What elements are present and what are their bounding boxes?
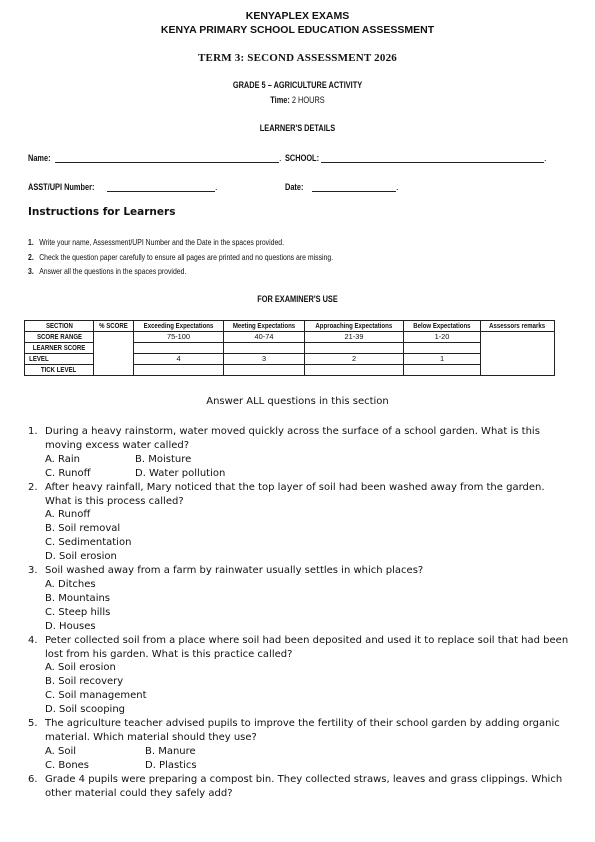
question-number: 4. (28, 634, 38, 646)
answer-option[interactable]: C. Runoff (45, 467, 91, 479)
answer-option[interactable]: D. Soil erosion (45, 551, 117, 563)
date-line-end: . (396, 182, 399, 192)
question-item (24, 717, 570, 773)
option-row (45, 620, 570, 634)
school-label: SCHOOL: (285, 153, 320, 163)
answer-option[interactable]: D. Plastics (145, 759, 197, 771)
question-number: 1. (28, 426, 38, 437)
table-header: SECTION (25, 321, 94, 332)
table-cell: 1-20 (404, 332, 481, 343)
instruction-text: Write your name, Assessment/UPI Number and the Date in the spaces provided. (39, 237, 285, 247)
table-cell: 4 (133, 354, 223, 365)
question-text: The agriculture teacher advised pupils to improve the fertility of their school garden by adding organic material. Which material should they use? (45, 718, 560, 743)
percent-score-cell[interactable] (94, 332, 134, 376)
instruction-text: Check the question paper carefully to ensure all pages are printed and no questions are missing. (39, 252, 334, 262)
option-row (45, 745, 570, 759)
answer-option[interactable]: B. Moisture (135, 453, 192, 465)
question-text: During a heavy rainstorm, water moved quickly across the surface of a school garden. What is this moving excess water called? (45, 426, 540, 451)
row-label: SCORE RANGE (25, 332, 94, 343)
answer-option[interactable]: C. Sedimentation (45, 537, 132, 549)
answer-option[interactable]: C. Steep hills (45, 606, 111, 618)
answer-option[interactable]: D. Water pollution (135, 467, 226, 479)
table-cell: 21-39 (305, 332, 404, 343)
asst-line-end: . (215, 182, 218, 192)
question-text: Peter collected soil from a place where soil had been deposited and used it to replace soil that had been lost from his garden. What is this practice called? (45, 634, 569, 660)
answer-option[interactable]: D. Houses (45, 620, 96, 632)
question-number: 3. (28, 565, 38, 577)
option-row (45, 675, 570, 689)
instruction-item (28, 237, 284, 247)
table-header: Below Expectations (404, 321, 481, 332)
learner-details-heading: LEARNER'S DETAILS (259, 123, 336, 133)
school-line-end: . (544, 153, 547, 163)
examiner-use-heading: FOR EXAMINER'S USE (257, 294, 338, 304)
answer-option[interactable]: B. Manure (145, 745, 196, 757)
question-item (24, 481, 570, 564)
table-cell: 1 (404, 354, 481, 365)
question-text: Grade 4 pupils were preparing a compost bin. They collected straws, leaves and grass clippings. Which other material could they safely add? (45, 773, 563, 799)
table-header: Exceeding Expectations (133, 321, 223, 332)
name-field[interactable] (28, 153, 56, 163)
answer-option[interactable]: A. Soil erosion (45, 662, 116, 674)
question-item (24, 634, 570, 717)
asst-label: ASST/UPI Number: (28, 182, 95, 192)
table-header: % SCORE (94, 321, 134, 332)
option-row (45, 759, 570, 773)
instructions-title: Instructions for Learners (28, 206, 176, 218)
option-row (45, 536, 570, 550)
answer-option[interactable]: A. Rain (45, 453, 80, 465)
question-text: After heavy rainfall, Mary noticed that the top layer of soil had been washed away from the garden. What is this process called? (45, 481, 545, 507)
table-cell: 3 (224, 354, 305, 365)
time-value: 2 HOURS (291, 95, 325, 105)
term-title: TERM 3: SECOND ASSESSMENT 2026 (198, 52, 397, 64)
option-row (45, 453, 570, 467)
answer-option[interactable]: C. Soil management (45, 690, 147, 702)
option-row (45, 550, 570, 564)
question-item (24, 564, 570, 634)
answer-option[interactable]: A. Ditches (45, 578, 96, 590)
exam-time (54, 95, 542, 105)
asst-line[interactable] (107, 182, 215, 192)
table-cell[interactable] (133, 343, 223, 354)
asst-field[interactable] (28, 182, 109, 192)
table-cell: 2 (305, 354, 404, 365)
option-row (45, 703, 570, 717)
school-line[interactable] (321, 153, 544, 163)
answer-option[interactable]: B. Soil recovery (45, 676, 124, 688)
answer-option[interactable]: A. Runoff (45, 509, 91, 521)
name-line-end: . (279, 153, 282, 163)
table-row (25, 332, 555, 343)
instruction-text: Answer all the questions in the spaces provided. (39, 266, 187, 276)
time-label: Time: (270, 95, 290, 105)
table-cell[interactable] (224, 343, 305, 354)
instruction-number: 3. (28, 266, 34, 276)
answer-option[interactable]: D. Soil scooping (45, 704, 126, 716)
table-cell[interactable] (404, 365, 481, 376)
option-row (45, 689, 570, 703)
table-cell[interactable] (224, 365, 305, 376)
section-instruction: Answer ALL questions in this section (206, 396, 389, 407)
option-row (45, 522, 570, 536)
row-label: LEARNER SCORE (25, 343, 94, 354)
row-label: TICK LEVEL (25, 365, 94, 376)
row-label: LEVEL (25, 354, 94, 365)
assessment-title: KENYA PRIMARY SCHOOL EDUCATION ASSESSMENT (160, 24, 435, 36)
answer-option[interactable]: A. Soil (45, 745, 77, 757)
answer-option[interactable]: C. Bones (45, 759, 90, 771)
table-header-row (25, 321, 555, 332)
option-row (45, 578, 570, 592)
option-row (45, 467, 570, 481)
table-cell[interactable] (133, 365, 223, 376)
name-line[interactable] (55, 153, 279, 163)
instruction-number: 2. (28, 252, 34, 262)
table-cell[interactable] (305, 365, 404, 376)
question-text: Soil washed away from a farm by rainwater usually settles in which places? (45, 565, 424, 577)
table-cell[interactable] (305, 343, 404, 354)
question-number: 6. (28, 773, 38, 785)
instruction-item (28, 252, 333, 262)
date-field[interactable] (285, 182, 308, 192)
date-label: Date: (285, 182, 304, 192)
date-line[interactable] (312, 182, 396, 192)
question-item (24, 425, 570, 481)
table-cell: 75-100 (133, 332, 223, 343)
instruction-item (28, 266, 186, 276)
table-cell: 40-74 (224, 332, 305, 343)
table-header: Assessors remarks (481, 321, 555, 332)
table-header: Meeting Expectations (224, 321, 305, 332)
answer-option[interactable]: B. Soil removal (45, 523, 121, 535)
option-row (45, 606, 570, 620)
examiner-table (24, 320, 555, 376)
question-list (24, 425, 570, 800)
option-row (45, 508, 570, 522)
question-number: 2. (28, 481, 38, 493)
grade-subject: GRADE 5 – AGRICULTURE ACTIVITY (232, 80, 363, 90)
answer-option[interactable]: B. Mountains (45, 592, 111, 604)
assessors-remarks-cell[interactable] (481, 332, 555, 376)
table-cell[interactable] (404, 343, 481, 354)
instruction-number: 1. (28, 237, 34, 247)
question-item (24, 773, 570, 801)
option-row (45, 592, 570, 606)
exam-body-name: KENYAPLEX EXAMS (245, 10, 350, 22)
option-row (45, 661, 570, 675)
table-header: Approaching Expectations (305, 321, 404, 332)
name-label: Name: (28, 153, 51, 163)
question-number: 5. (28, 718, 38, 730)
